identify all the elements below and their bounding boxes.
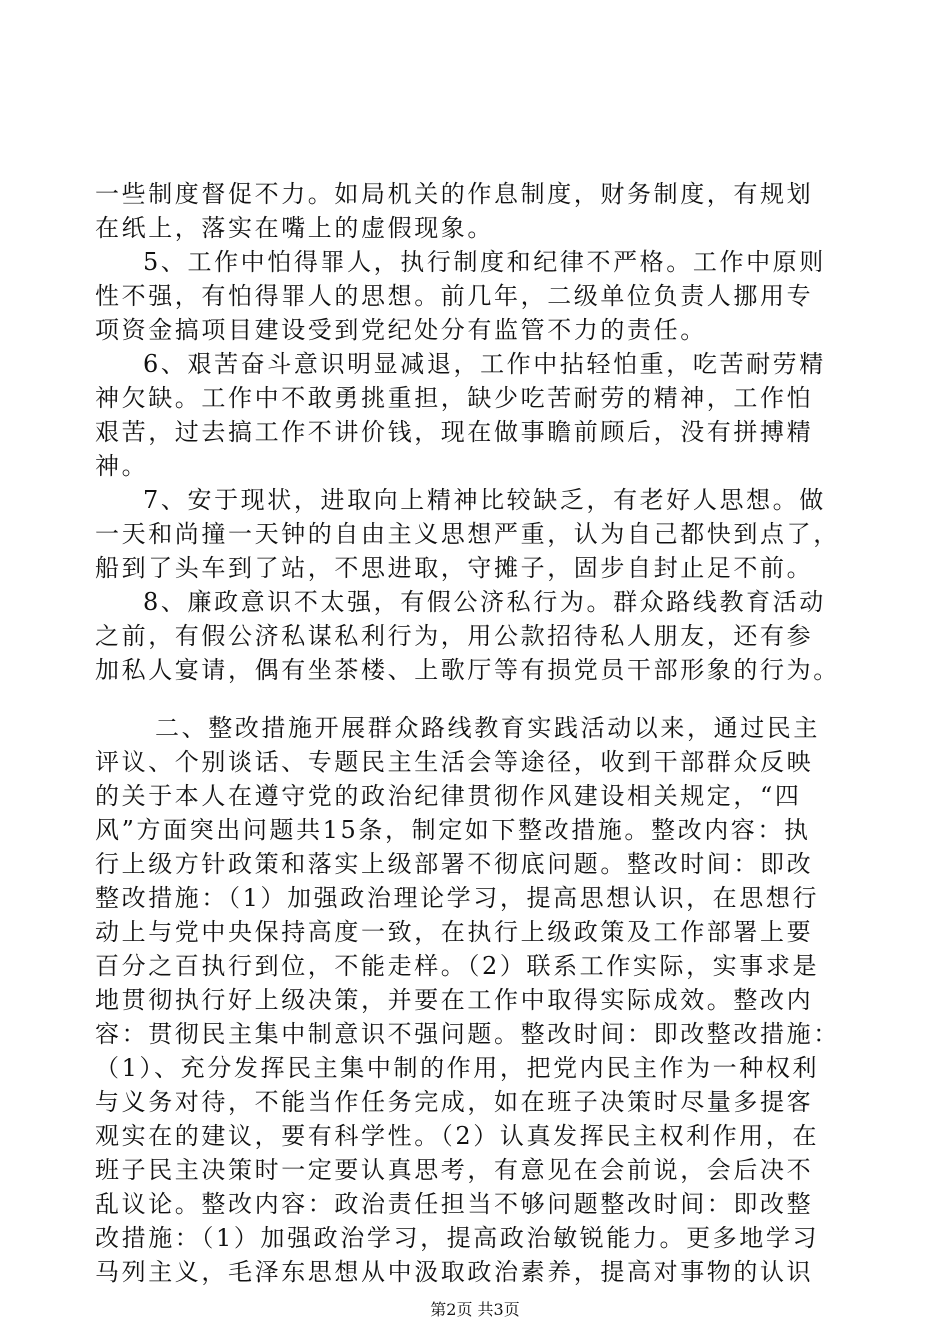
text-line: 神。 [95,452,149,480]
text-line: 加私人宴请，偶有坐茶楼、上歌厅等有损党员干部形象的行为。 [95,656,840,684]
text-line: 改措施：（1）加强政治学习，提高政治敏锐能力。更多地学习 [95,1224,820,1252]
text-line: 容：贯彻民主集中制意识不强问题。整改时间：即改整改措施： [95,1020,840,1048]
text-line: 百分之百执行到位，不能走样。（2）联系工作实际，实事求是 [95,952,820,980]
text-line: 7、安于现状，进取向上精神比较缺乏，有老好人思想。做 [143,486,826,514]
text-line: 一些制度督促不力。如局机关的作息制度，财务制度，有规划 [95,180,814,208]
text-line: 风”方面突出问题共15条，制定如下整改措施。整改内容：执 [95,816,811,844]
text-line: 地贯彻执行好上级决策，并要在工作中取得实际成效。整改内 [95,986,814,1014]
text-line: 动上与党中央保持高度一致，在执行上级政策及工作部署上要 [95,918,814,946]
text-line: 乱议论。整改内容：政治责任担当不够问题整改时间：即改整 [95,1190,814,1218]
text-line: 一天和尚撞一天钟的自由主义思想严重，认为自己都快到点了， [95,520,840,548]
text-line: 的关于本人在遵守党的政治纪律贯彻作风建设相关规定，“四 [95,782,802,810]
text-line: 与义务对待，不能当作任务完成，如在班子决策时尽量多提客 [95,1088,814,1116]
text-line: 班子民主决策时一定要认真思考，有意见在会前说，会后决不 [95,1156,814,1184]
text-line: 6、艰苦奋斗意识明显减退，工作中拈轻怕重，吃苦耐劳精 [143,350,826,378]
text-line: 艰苦，过去搞工作不讲价钱，现在做事瞻前顾后，没有拼搏精 [95,418,814,446]
text-line: 在纸上，落实在嘴上的虚假现象。 [95,214,494,242]
text-line: （1）、充分发挥民主集中制的作用，把党内民主作为一种权利 [95,1054,820,1082]
text-line: 项资金搞项目建设受到党纪处分有监管不力的责任。 [95,316,707,344]
text-line: 马列主义，毛泽东思想从中汲取政治素养，提高对事物的认识 [95,1258,814,1286]
text-line: 整改措施：（1）加强政治理论学习，提高思想认识，在思想行 [95,884,820,912]
text-line: 观实在的建议，要有科学性。（2）认真发挥民主权利作用，在 [95,1122,820,1150]
text-line: 神欠缺。工作中不敢勇挑重担，缺少吃苦耐劳的精神，工作怕 [95,384,814,412]
text-line: 之前，有假公济私谋私利行为，用公款招待私人朋友，还有参 [95,622,814,650]
text-line: 8、廉政意识不太强，有假公济私行为。群众路线教育活动 [143,588,826,616]
text-line: 船到了头车到了站，不思进取，守摊子，固步自封止足不前。 [95,554,814,582]
text-line: 5、工作中怕得罪人，执行制度和纪律不严格。工作中原则 [143,248,826,276]
page-number-footer: 第2页 共3页 [430,1300,520,1319]
text-line: 行上级方针政策和落实上级部署不彻底问题。整改时间：即改 [95,850,814,878]
text-line: 评议、个别谈话、专题民主生活会等途径，收到干部群众反映 [95,748,814,776]
text-line: 性不强，有怕得罪人的思想。前几年，二级单位负责人挪用专 [95,282,814,310]
section-heading-line: 二、整改措施开展群众路线教育实践活动以来，通过民主 [155,714,820,742]
